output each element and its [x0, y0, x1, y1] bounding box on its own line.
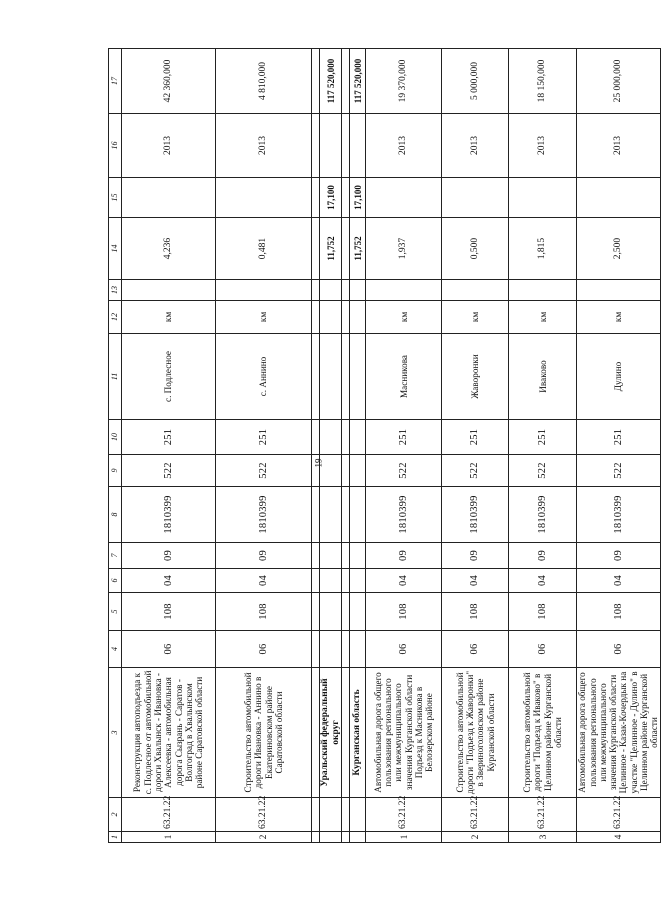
- cell-c6: 04: [216, 569, 312, 593]
- col-num-14: 14: [109, 218, 122, 280]
- cell-c5: 108: [122, 593, 216, 631]
- cell-year: 2013: [509, 114, 577, 178]
- col-num-16: 16: [109, 114, 122, 178]
- cell-c10: 251: [577, 420, 660, 455]
- area-c15: 17,100: [350, 178, 366, 218]
- col-num-1: 1: [109, 832, 122, 843]
- region-name: Уральский федеральный округ: [320, 668, 342, 798]
- cell-c4: 06: [216, 631, 312, 668]
- cell-c15: [122, 178, 216, 218]
- region-amount: 117 520,000: [320, 49, 342, 114]
- cell-c6: 04: [366, 569, 442, 593]
- cell-locality: Иваково: [509, 334, 577, 420]
- cell-c9: 522: [366, 455, 442, 487]
- cell-c8: 1810399: [442, 487, 509, 543]
- cell-length: 2,500: [577, 218, 660, 280]
- area-amount: 117 520,000: [350, 49, 366, 114]
- cell-c13: [122, 280, 216, 301]
- cell-c13: [577, 280, 660, 301]
- cell-length: 1,937: [366, 218, 442, 280]
- table-row: [366, 49, 442, 843]
- cell-n: 2: [442, 832, 509, 843]
- cell-description: Реконструкция автоподъезда к с. Подлесное от автомобильной дороги Хвалынск - Ивановка - Алексеевка - автомобильная дорога Сызрань - Саратов - Волгоград в Хвалынском районе Саратовской области: [122, 668, 216, 798]
- cell-c4: 06: [122, 631, 216, 668]
- cell-code: 63.21.22: [509, 798, 577, 832]
- cell-n: 3: [509, 832, 577, 843]
- cell-c6: 04: [122, 569, 216, 593]
- cell-c10: 251: [366, 420, 442, 455]
- cell-n: 1: [122, 832, 216, 843]
- cell-c5: 108: [442, 593, 509, 631]
- cell-description: Строительство автомобильной дороги Ивановка - Аннино в Екатериновском районе Саратовской области: [216, 668, 312, 798]
- cell-length: 4,236: [122, 218, 216, 280]
- cell-c6: 04: [442, 569, 509, 593]
- cell-c15: [577, 178, 660, 218]
- cell-length: 1,815: [509, 218, 577, 280]
- cell-code: 63.21.22: [122, 798, 216, 832]
- col-num-6: 6: [109, 569, 122, 593]
- cell-c8: 1810399: [509, 487, 577, 543]
- cell-code: 63.21.22: [216, 798, 312, 832]
- cell-n: 1: [366, 832, 442, 843]
- cell-c4: 06: [577, 631, 660, 668]
- cell-amount: 19 370,000: [366, 49, 442, 114]
- cell-c7: 09: [577, 543, 660, 569]
- column-number-row: [109, 49, 122, 843]
- cell-c5: 108: [577, 593, 660, 631]
- cell-c8: 1810399: [577, 487, 660, 543]
- cell-description: Автомобильная дорога общего пользования регионального или межмуниципального значения Курганской области Целинное - Казак-Кочердык на участке "Целинное - Дулино" в Целинном районе Курганской области: [577, 668, 660, 798]
- cell-unit: км: [577, 301, 660, 334]
- cell-code: 63.21.22: [366, 798, 442, 832]
- col-num-12: 12: [109, 301, 122, 334]
- cell-amount: 42 360,000: [122, 49, 216, 114]
- cell-c10: 251: [122, 420, 216, 455]
- cell-locality: Масникова: [366, 334, 442, 420]
- table-row: [122, 49, 216, 843]
- cell-amount: 25 000,000: [577, 49, 660, 114]
- cell-locality: Жаворонки: [442, 334, 509, 420]
- col-num-13: 13: [109, 280, 122, 301]
- cell-c9: 522: [216, 455, 312, 487]
- cell-c13: [216, 280, 312, 301]
- cell-c4: 06: [442, 631, 509, 668]
- cell-amount: 18 150,000: [509, 49, 577, 114]
- area-name: Курганская область: [350, 668, 366, 798]
- cell-amount: 5 000,000: [442, 49, 509, 114]
- cell-code: 63.21.22: [442, 798, 509, 832]
- cell-c13: [509, 280, 577, 301]
- cell-c8: 1810399: [366, 487, 442, 543]
- region-summary-row: [320, 49, 342, 843]
- col-num-9: 9: [109, 455, 122, 487]
- col-num-7: 7: [109, 543, 122, 569]
- cell-c15: [366, 178, 442, 218]
- cell-length: 0,500: [442, 218, 509, 280]
- cell-c7: 09: [216, 543, 312, 569]
- cell-year: 2013: [366, 114, 442, 178]
- region-c15: 17,100: [320, 178, 342, 218]
- cell-n: 2: [216, 832, 312, 843]
- col-num-8: 8: [109, 487, 122, 543]
- cell-c9: 522: [577, 455, 660, 487]
- road-construction-table: [108, 48, 661, 843]
- cell-c5: 108: [216, 593, 312, 631]
- table-row: [442, 49, 509, 843]
- cell-unit: км: [509, 301, 577, 334]
- area-summary-row: [350, 49, 366, 843]
- col-num-10: 10: [109, 420, 122, 455]
- cell-c15: [216, 178, 312, 218]
- area-length: 11,752: [350, 218, 366, 280]
- table-row: [216, 49, 312, 843]
- cell-unit: км: [122, 301, 216, 334]
- rotated-table-container: [108, 49, 660, 843]
- cell-c6: 04: [577, 569, 660, 593]
- cell-c10: 251: [509, 420, 577, 455]
- cell-c6: 04: [509, 569, 577, 593]
- col-num-15: 15: [109, 178, 122, 218]
- cell-c7: 09: [366, 543, 442, 569]
- cell-unit: км: [216, 301, 312, 334]
- cell-amount: 4 810,000: [216, 49, 312, 114]
- spacer-row: [342, 49, 350, 843]
- cell-c15: [509, 178, 577, 218]
- cell-code: 63.21.22: [577, 798, 660, 832]
- cell-c15: [442, 178, 509, 218]
- cell-c7: 09: [442, 543, 509, 569]
- cell-c10: 251: [442, 420, 509, 455]
- cell-locality: с. Подлесное: [122, 334, 216, 420]
- cell-unit: км: [366, 301, 442, 334]
- cell-c8: 1810399: [216, 487, 312, 543]
- col-num-11: 11: [109, 334, 122, 420]
- cell-description: Строительство автомобильной дороги "Подъезд к Жаворонки" в Звериноголовском районе Курганской области: [442, 668, 509, 798]
- cell-n: 4: [577, 832, 660, 843]
- cell-locality: Дулино: [577, 334, 660, 420]
- col-num-3: 3: [109, 668, 122, 798]
- table-row: [509, 49, 577, 843]
- cell-description: Строительство автомобильной дороги "Подъезд к Иваково" в Целинном районе Курганской области: [509, 668, 577, 798]
- col-num-17: 17: [109, 49, 122, 114]
- cell-year: 2013: [442, 114, 509, 178]
- col-num-5: 5: [109, 593, 122, 631]
- cell-length: 0,481: [216, 218, 312, 280]
- cell-c8: 1810399: [122, 487, 216, 543]
- cell-c10: 251: [216, 420, 312, 455]
- cell-c13: [366, 280, 442, 301]
- cell-c9: 522: [442, 455, 509, 487]
- page-number: 19: [313, 458, 324, 468]
- spacer-row: [312, 49, 320, 843]
- cell-c9: 522: [509, 455, 577, 487]
- cell-year: 2013: [122, 114, 216, 178]
- region-length: 11,752: [320, 218, 342, 280]
- cell-c5: 108: [509, 593, 577, 631]
- cell-c4: 06: [509, 631, 577, 668]
- col-num-4: 4: [109, 631, 122, 668]
- cell-c4: 06: [366, 631, 442, 668]
- cell-c9: 522: [122, 455, 216, 487]
- cell-c7: 09: [122, 543, 216, 569]
- cell-locality: с. Аннино: [216, 334, 312, 420]
- col-num-2: 2: [109, 798, 122, 832]
- cell-c13: [442, 280, 509, 301]
- cell-c7: 09: [509, 543, 577, 569]
- cell-year: 2013: [216, 114, 312, 178]
- cell-year: 2013: [577, 114, 660, 178]
- table-row: [577, 49, 660, 843]
- cell-description: Автомобильная дорога общего пользования регионального или межмуниципального значения Курганской области Подъезд к Масникова в Белозерском районе: [366, 668, 442, 798]
- cell-unit: км: [442, 301, 509, 334]
- cell-c5: 108: [366, 593, 442, 631]
